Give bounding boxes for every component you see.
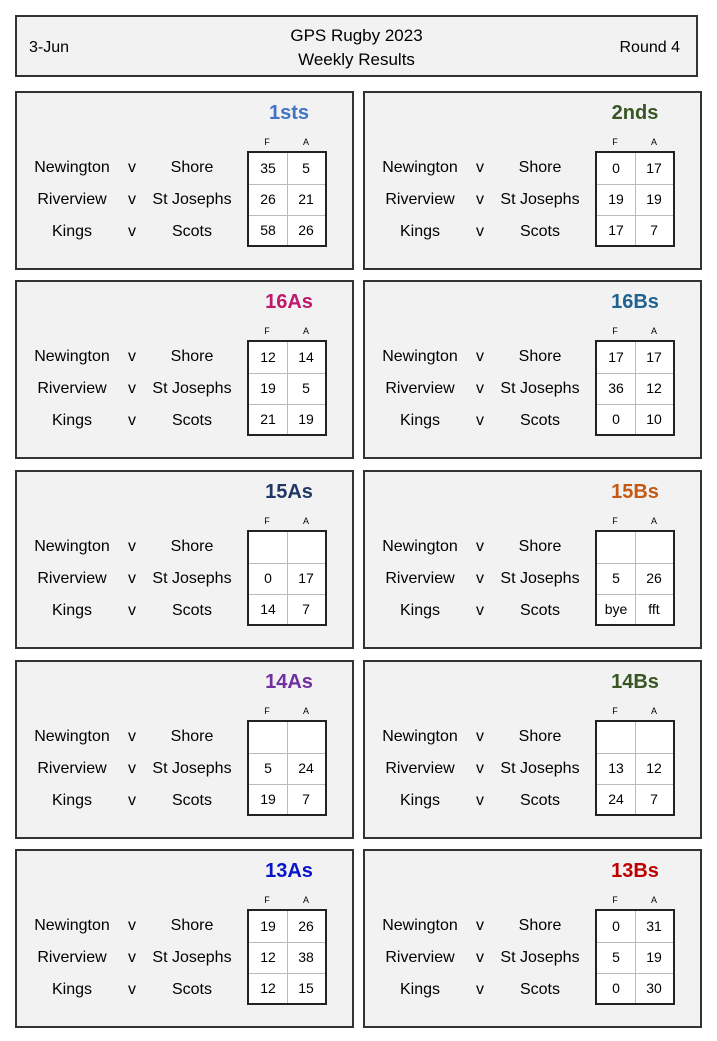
score-against: 7	[302, 791, 310, 807]
home-team: Newington	[382, 159, 458, 176]
home-team: Kings	[51, 981, 93, 998]
versus-label: v	[476, 792, 484, 809]
home-team: Kings	[399, 981, 441, 998]
score-for: 12	[260, 980, 276, 996]
results-panel	[363, 280, 702, 459]
versus-label: v	[128, 159, 136, 176]
column-label-for: F	[612, 895, 618, 905]
score-grid	[595, 340, 675, 436]
away-team: Shore	[518, 348, 562, 365]
results-header	[15, 15, 698, 77]
home-team: Newington	[382, 538, 458, 555]
score-against: 17	[298, 570, 314, 586]
versus-label: v	[128, 917, 136, 934]
score-for: 5	[612, 949, 620, 965]
home-team: Kings	[399, 792, 441, 809]
score-grid	[595, 909, 675, 1005]
score-for: 0	[612, 160, 620, 176]
score-against: 10	[646, 411, 662, 427]
score-against: 19	[646, 949, 662, 965]
home-team: Kings	[399, 602, 441, 619]
away-team: Scots	[519, 223, 560, 240]
score-for: 19	[260, 918, 276, 934]
score-against: 7	[650, 791, 658, 807]
column-label-for: F	[264, 895, 270, 905]
versus-label: v	[128, 792, 136, 809]
match-date: 3-Jun	[29, 39, 70, 56]
versus-label: v	[476, 348, 484, 365]
score-for: 0	[612, 980, 620, 996]
away-team: Shore	[518, 728, 562, 745]
versus-label: v	[476, 538, 484, 555]
versus-label: v	[476, 570, 484, 587]
score-for: 21	[260, 411, 276, 427]
score-grid	[595, 151, 675, 247]
versus-label: v	[128, 223, 136, 240]
score-against	[287, 722, 325, 753]
score-against: 19	[298, 411, 314, 427]
away-team: Shore	[518, 917, 562, 934]
away-team: St Josephs	[500, 191, 580, 208]
title-line-1: GPS Rugby 2023	[290, 26, 423, 45]
score-against: 24	[298, 760, 314, 776]
score-for	[597, 532, 635, 563]
column-label-for: F	[264, 326, 270, 336]
results-panel	[15, 91, 354, 270]
home-team: Riverview	[385, 380, 455, 397]
home-team: Newington	[34, 348, 110, 365]
results-panel	[15, 660, 354, 839]
panel-title: 1sts	[268, 102, 310, 124]
score-grid	[247, 340, 327, 436]
away-team: Scots	[519, 412, 560, 429]
home-team: Newington	[382, 348, 458, 365]
results-panel	[15, 470, 354, 649]
score-for: 13	[608, 760, 624, 776]
score-grid	[595, 530, 675, 626]
home-team: Newington	[34, 917, 110, 934]
round-label: Round 4	[619, 39, 680, 56]
score-grid	[247, 720, 327, 816]
results-panel	[363, 91, 702, 270]
score-against: 5	[302, 160, 310, 176]
versus-label: v	[128, 728, 136, 745]
panel-title: 2nds	[611, 102, 659, 124]
title-line-2: Weekly Results	[298, 50, 415, 69]
home-team: Newington	[382, 728, 458, 745]
column-label-against: A	[650, 895, 657, 905]
column-label-for: F	[612, 516, 618, 526]
away-team: St Josephs	[152, 760, 232, 777]
away-team: Shore	[170, 159, 214, 176]
home-team: Newington	[34, 728, 110, 745]
home-team: Kings	[51, 223, 93, 240]
score-against: 7	[302, 601, 310, 617]
column-label-for: F	[264, 706, 270, 716]
versus-label: v	[476, 602, 484, 619]
panel-title: 14As	[265, 671, 313, 693]
away-team: St Josephs	[152, 949, 232, 966]
away-team: St Josephs	[500, 949, 580, 966]
score-for	[249, 532, 287, 563]
versus-label: v	[128, 760, 136, 777]
page-title	[17, 24, 696, 72]
away-team: Scots	[519, 981, 560, 998]
score-for: 12	[260, 349, 276, 365]
score-for: 58	[260, 222, 276, 238]
versus-label: v	[476, 981, 484, 998]
score-for	[249, 722, 287, 753]
score-against	[287, 532, 325, 563]
versus-label: v	[128, 570, 136, 587]
home-team: Riverview	[37, 760, 107, 777]
away-team: Shore	[170, 917, 214, 934]
versus-label: v	[476, 223, 484, 240]
away-team: St Josephs	[500, 760, 580, 777]
score-against: 12	[646, 380, 662, 396]
away-team: Scots	[171, 223, 212, 240]
score-for: 17	[608, 349, 624, 365]
score-against: 19	[646, 191, 662, 207]
home-team: Newington	[34, 159, 110, 176]
score-against: 17	[646, 160, 662, 176]
score-against	[635, 722, 673, 753]
score-grid	[247, 530, 327, 626]
column-label-against: A	[650, 706, 657, 716]
away-team: Shore	[518, 538, 562, 555]
home-team: Riverview	[37, 570, 107, 587]
home-team: Riverview	[37, 191, 107, 208]
home-team: Kings	[51, 412, 93, 429]
score-for: 36	[608, 380, 624, 396]
score-grid	[595, 720, 675, 816]
versus-label: v	[128, 412, 136, 429]
away-team: St Josephs	[152, 191, 232, 208]
score-grid	[247, 151, 327, 247]
versus-label: v	[128, 191, 136, 208]
score-for	[597, 722, 635, 753]
column-label-for: F	[264, 137, 270, 147]
results-panel	[15, 849, 354, 1028]
score-against: 14	[298, 349, 314, 365]
home-team: Riverview	[37, 380, 107, 397]
away-team: Scots	[171, 412, 212, 429]
away-team: Scots	[171, 602, 212, 619]
results-panel	[363, 470, 702, 649]
score-against: 31	[646, 918, 662, 934]
away-team: St Josephs	[500, 380, 580, 397]
column-label-for: F	[612, 326, 618, 336]
results-panel	[15, 280, 354, 459]
score-against: 12	[646, 760, 662, 776]
score-against: 5	[302, 380, 310, 396]
panel-title: 15Bs	[611, 481, 659, 503]
score-against: 26	[646, 570, 662, 586]
versus-label: v	[128, 538, 136, 555]
home-team: Riverview	[385, 760, 455, 777]
away-team: Scots	[171, 792, 212, 809]
column-label-for: F	[612, 137, 618, 147]
away-team: Scots	[519, 602, 560, 619]
versus-label: v	[128, 949, 136, 966]
score-grid	[247, 909, 327, 1005]
score-for: 0	[612, 411, 620, 427]
column-label-against: A	[302, 326, 309, 336]
away-team: St Josephs	[152, 380, 232, 397]
panel-title: 15As	[265, 481, 313, 503]
versus-label: v	[476, 159, 484, 176]
column-label-against: A	[650, 137, 657, 147]
score-for: 0	[612, 918, 620, 934]
panel-title: 14Bs	[611, 671, 659, 693]
score-against: 15	[298, 980, 314, 996]
panel-title: 16Bs	[611, 291, 659, 313]
away-team: Shore	[170, 538, 214, 555]
versus-label: v	[476, 949, 484, 966]
score-for: 19	[260, 791, 276, 807]
results-panel	[363, 660, 702, 839]
score-for: 14	[260, 601, 276, 617]
score-for: 17	[608, 222, 624, 238]
versus-label: v	[476, 760, 484, 777]
home-team: Kings	[399, 412, 441, 429]
home-team: Kings	[51, 602, 93, 619]
column-label-against: A	[302, 516, 309, 526]
home-team: Riverview	[385, 570, 455, 587]
away-team: Shore	[518, 159, 562, 176]
column-label-against: A	[302, 706, 309, 716]
results-panel	[363, 849, 702, 1028]
away-team: Shore	[170, 348, 214, 365]
versus-label: v	[128, 348, 136, 365]
score-for: 0	[264, 570, 272, 586]
score-for: bye	[604, 601, 628, 617]
away-team: St Josephs	[500, 570, 580, 587]
versus-label: v	[476, 191, 484, 208]
score-against: 38	[298, 949, 314, 965]
score-against: 30	[646, 980, 662, 996]
score-for: 26	[260, 191, 276, 207]
column-label-against: A	[302, 895, 309, 905]
home-team: Kings	[51, 792, 93, 809]
column-label-against: A	[650, 516, 657, 526]
home-team: Riverview	[37, 949, 107, 966]
home-team: Riverview	[385, 949, 455, 966]
score-for: 19	[608, 191, 624, 207]
versus-label: v	[128, 380, 136, 397]
score-against: 26	[298, 222, 314, 238]
home-team: Newington	[382, 917, 458, 934]
home-team: Kings	[399, 223, 441, 240]
column-label-against: A	[650, 326, 657, 336]
panel-title: 13Bs	[611, 860, 659, 882]
score-against: 26	[298, 918, 314, 934]
score-against: fft	[648, 601, 660, 617]
versus-label: v	[476, 412, 484, 429]
score-for: 24	[608, 791, 624, 807]
home-team: Riverview	[385, 191, 455, 208]
column-label-for: F	[264, 516, 270, 526]
panel-title: 13As	[265, 860, 313, 882]
score-against	[635, 532, 673, 563]
versus-label: v	[128, 981, 136, 998]
home-team: Newington	[34, 538, 110, 555]
away-team: Shore	[170, 728, 214, 745]
score-against: 7	[650, 222, 658, 238]
away-team: Scots	[171, 981, 212, 998]
score-against: 17	[646, 349, 662, 365]
score-against: 21	[298, 191, 314, 207]
score-for: 35	[260, 160, 276, 176]
away-team: St Josephs	[152, 570, 232, 587]
versus-label: v	[476, 728, 484, 745]
versus-label: v	[476, 380, 484, 397]
score-for: 5	[264, 760, 272, 776]
column-label-against: A	[302, 137, 309, 147]
versus-label: v	[128, 602, 136, 619]
panel-title: 16As	[265, 291, 313, 313]
column-label-for: F	[612, 706, 618, 716]
score-for: 5	[612, 570, 620, 586]
score-for: 12	[260, 949, 276, 965]
versus-label: v	[476, 917, 484, 934]
score-for: 19	[260, 380, 276, 396]
away-team: Scots	[519, 792, 560, 809]
